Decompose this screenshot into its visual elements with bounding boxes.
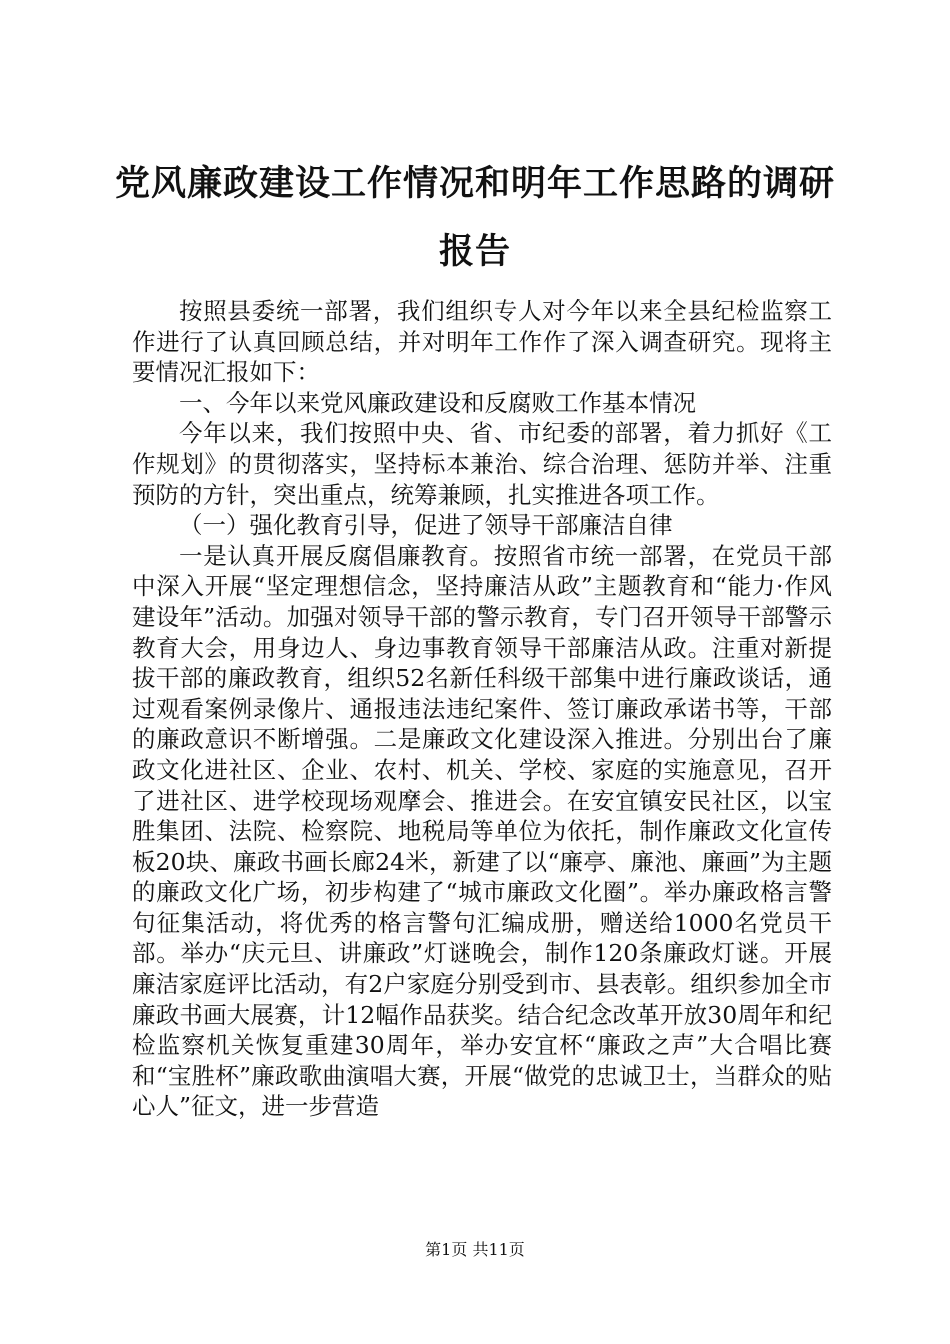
subsection-heading-1: （一）强化教育引导，促进了领导干部廉洁自律 [179,511,673,540]
paragraph-intro: 按照县委统一部署，我们组织专人对今年以来全县纪检监察工作进行了认真回顾总结，并对明年工作作了深入调查研究。现将主要情况汇报如下： [132,297,832,387]
page-number-footer: 第1页 共11页 [425,1240,525,1259]
document-title: 党风廉政建设工作情况和明年工作思路的调研报告 [114,164,835,272]
section-heading-1: 一、今年以来党风廉政建设和反腐败工作基本情况 [179,388,696,417]
document-body [132,296,832,1122]
paragraph-overview: 今年以来，我们按照中央、省、市纪委的部署，着力抓好《工作规划》的贯彻落实，坚持标本兼治、综合治理、惩防并举、注重预防的方针，突出重点，统筹兼顾，扎实推进各项工作。 [132,419,832,509]
paragraph-education: 一是认真开展反腐倡廉教育。按照省市统一部署，在党员干部中深入开展“坚定理想信念，坚持廉洁从政”主题教育和“能力·作风建设年”活动。加强对领导干部的警示教育，专门召开领导干部警示教育大会，用身边人、身边事教育领导干部廉洁从政。注重对新提拔干部的廉政教育，组织52名新任科级干部集中进行廉政谈话，通过观看案例录像片、通报违法违纪案件、签订廉政承诺书等，干部的廉政意识不断增强。二是廉政文化建设深入推进。分别出台了廉政文化进社区、企业、农村、机关、学校、家庭的实施意见，召开了进社区、进学校现场观摩会、推进会。在安宜镇安民社区，以宝胜集团、法院、检察院、地税局等单位为依托，制作廉政文化宣传板20块、廉政书画长廊24米，新建了以“廉亭、廉池、廉画”为主题的廉政文化广场，初步构建了“城市廉政文化圈”。举办廉政格言警句征集活动，将优秀的格言警句汇编成册，赠送给1000名党员干部。举办“庆元旦、讲廉政”灯谜晚会，制作120条廉政灯谜。开展廉洁家庭评比活动，有2户家庭分别受到市、县表彰。组织参加全市廉政书画大展赛，计12幅作品获奖。结合纪念改革开放30周年和纪检监察机关恢复重建30周年，举办安宜杯“廉政之声”大合唱比赛和“宝胜杯”廉政歌曲演唱大赛，开展“做党的忠诚卫士，当群众的贴心人”征文，进一步营造 [132,541,832,1121]
